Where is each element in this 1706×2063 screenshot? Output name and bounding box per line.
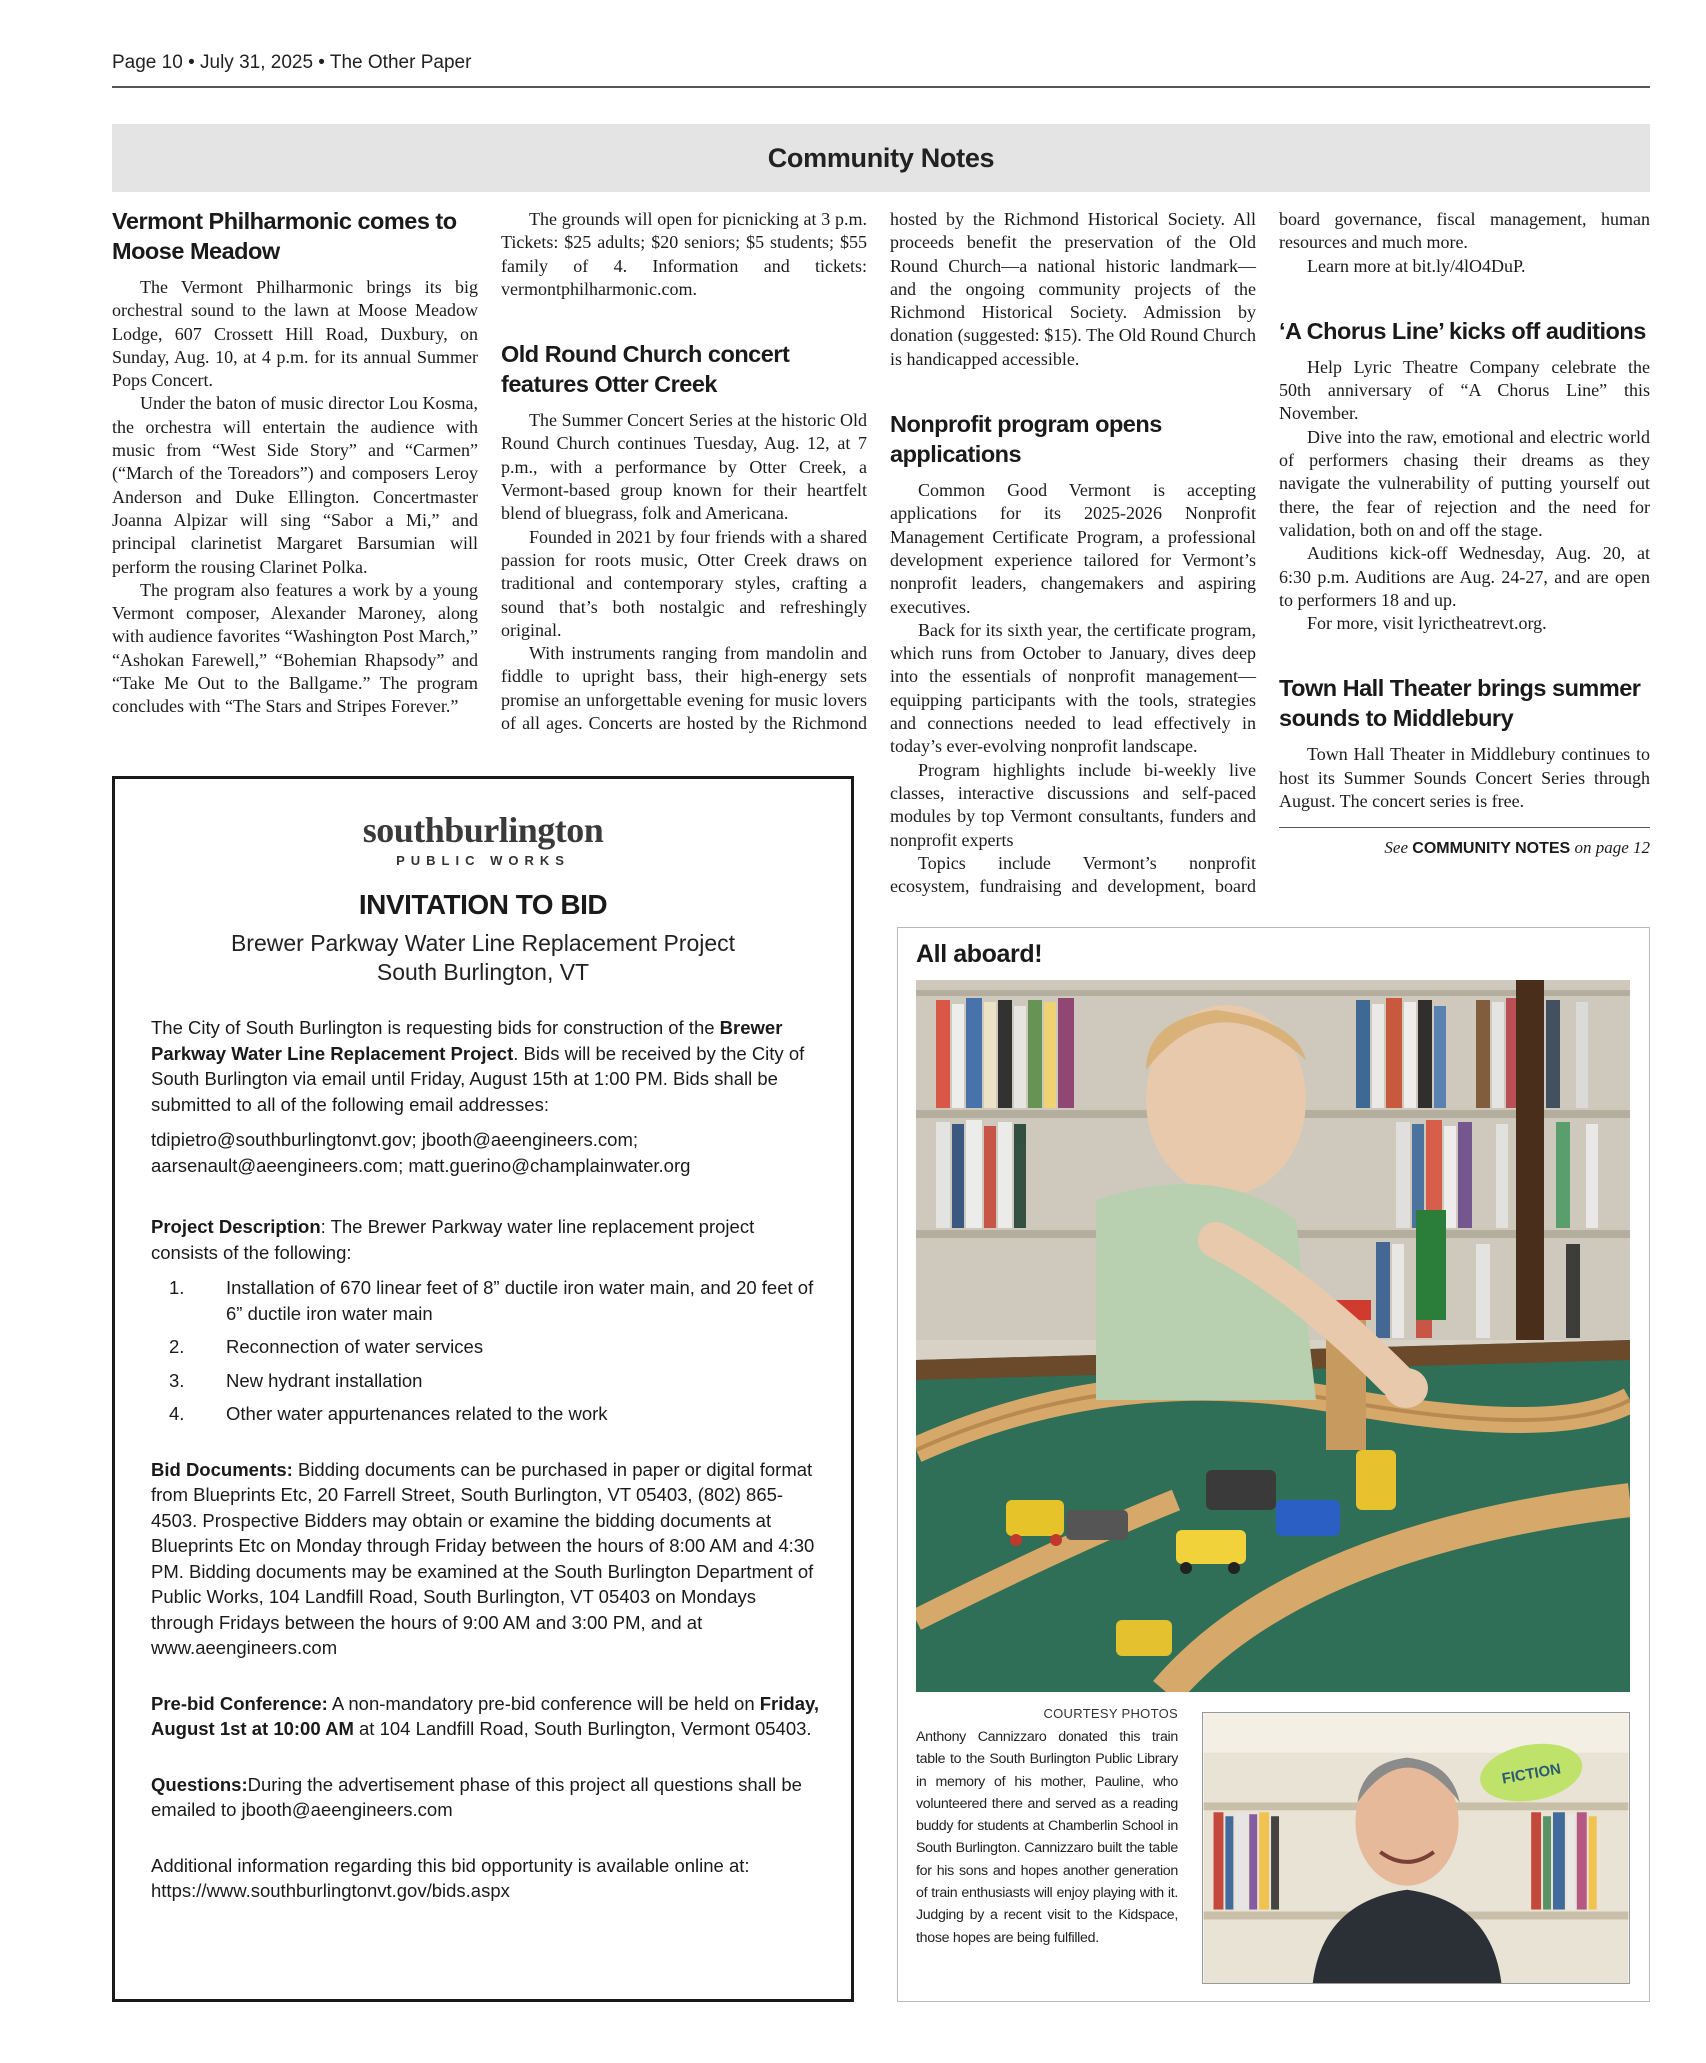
column-1 bbox=[112, 206, 478, 719]
chorus-line-headline: ‘A Chorus Line’ kicks off auditions bbox=[1279, 317, 1646, 344]
ad-prebid-a: A non-mandatory pre-bid conference will be held on bbox=[327, 1692, 760, 1714]
ad-title: INVITATION TO BID bbox=[358, 889, 608, 920]
nonprofit-p4: Topics include Vermont’s nonprofit ecosystem, fundraising and development, board bbox=[890, 852, 1256, 897]
round-church-headline: Old Round Church concert features Otter Creek bbox=[501, 341, 790, 398]
folio-rule bbox=[112, 86, 1650, 88]
jump-see: See bbox=[1384, 838, 1409, 858]
philharmonic-p1: The Vermont Philharmonic brings its big orchestral sound to the lawn at Moose Meadow Lodge, 607 Crossett Hill Road, Duxbury, on Sunday, Aug. 10, at 4 p.m. for its annual Summer Pops Concert. bbox=[112, 277, 478, 391]
list-text: Reconnection of water services bbox=[226, 1336, 484, 1357]
page-folio: Page 10 • July 31, 2025 • The Other Paper bbox=[112, 52, 472, 73]
town-hall-headline: Town Hall Theater brings summer sounds to Middlebury bbox=[1279, 675, 1641, 732]
photo-credit: COURTESY PHOTOS bbox=[1043, 1706, 1178, 1721]
column-3 bbox=[890, 208, 1256, 898]
logo-name: southburlington bbox=[362, 810, 604, 850]
ad-additional-info[interactable]: Additional information regarding this bid opportunity is available online at: https://www.southburlingtonvt.gov/bids.aspx bbox=[151, 1854, 750, 1901]
photo-caption: Anthony Cannizzaro donated this train table to the South Burlington Public Library in memory of his mother, Pauline, who volunteered there and served as a reading buddy for students at Chamberlin School in South Burlington. Cannizzaro built the table for his sons and hopes another generation of train enthusiasts will enjoy playing with it. Judging by a recent visit to the Kidspace, those hopes are being fulfilled. bbox=[916, 1729, 1178, 1946]
ad-questions-label: Questions: bbox=[151, 1773, 248, 1795]
round-church-continued: hosted by the Richmond Historical Society. All proceeds benefit the preservation of the Old Round Church—a national historic landmark—and the ongoing community projects of the Richmond Historical Society. Admission by donation (suggested: $15). The Old Round Church is handicapped accessible. bbox=[890, 209, 1256, 369]
town-hall-p1: Town Hall Theater in Middlebury continues to host its Summer Sounds Concert Series through August. The concert series is free. bbox=[1279, 744, 1650, 812]
philharmonic-headline: Vermont Philharmonic comes to Moose Meadow bbox=[112, 208, 457, 264]
ad-prebid bbox=[151, 1691, 823, 1742]
ad-questions-text: During the advertisement phase of this project all questions shall be emailed to jbooth@aeengineers.com bbox=[151, 1773, 802, 1820]
ad-subtitle-line2: South Burlington, VT bbox=[376, 959, 590, 985]
jump-page: on page 12 bbox=[1574, 838, 1650, 858]
ad-intro-a: The City of South Burlington is requesting bids for construction of the bbox=[151, 1017, 720, 1038]
chorus-line-p1: Help Lyric Theatre Company celebrate the 50th anniversary of “A Chorus Line” this November. bbox=[1279, 356, 1650, 424]
chorus-line-p2: Dive into the raw, emotional and electric world of performers chasing their dreams as they navigate the vulnerability of putting yourself out there, the fear of rejection and the need for validation, both on and off the stage. bbox=[1279, 426, 1650, 540]
ad-project-name: Brewer Parkway Water Line Replacement Project bbox=[151, 1017, 783, 1064]
logo-subtitle: PUBLIC WORKS bbox=[396, 853, 570, 868]
photo-headline: All aboard! bbox=[916, 940, 1043, 968]
nonprofit-p1: Common Good Vermont is accepting applications for its 2025-2026 Nonprofit Management Certificate Program, a professional development experience tailored for Vermont’s nonprofit leaders, changemakers and aspiring executives. bbox=[890, 480, 1256, 617]
philharmonic-p3: The program also features a work by a young Vermont composer, Alexander Maroney, along with audience favorites “Washington Post March,” “Ashokan Farewell,” “Bohemian Rhapsody” and “Take Me Out to the Ballgame.” The program concludes with “The Stars and Stripes Forever.” bbox=[112, 579, 478, 717]
philharmonic-p4: The grounds will open for picnicking at 3 p.m. Tickets: $25 adults; $20 seniors; $5 students; $55 family of 4. Information and tickets: vermontphilharmonic.com. bbox=[501, 209, 867, 299]
column-2 bbox=[501, 208, 867, 734]
ad-prebid-date: Friday, August 1st at 10:00 AM bbox=[151, 1692, 820, 1739]
ad-body bbox=[151, 1015, 823, 1934]
nonprofit-headline: Nonprofit program opens applications bbox=[890, 411, 1162, 468]
list-text: New hydrant installation bbox=[226, 1369, 423, 1391]
list-number: 4. bbox=[169, 1403, 185, 1424]
list-item bbox=[151, 1334, 823, 1360]
section-header bbox=[112, 124, 1650, 192]
ad-prebid-label: Pre-bid Conference: bbox=[151, 1692, 328, 1714]
ad-subtitle bbox=[115, 929, 851, 987]
round-church-p2: Founded in 2021 by four friends with a shared passion for roots music, Otter Creek draws on traditional and contemporary styles, crafting a sound that’s both nostalgic and refreshingly original. bbox=[501, 526, 867, 640]
ad-questions bbox=[151, 1772, 823, 1823]
round-church-p3: With instruments ranging from mandolin and fiddle to upright bass, their high-energy sets promise an unforgettable evening for music lovers of all ages. Concerts are hosted by the Richmond bbox=[501, 643, 867, 734]
list-number: 2. bbox=[169, 1336, 185, 1357]
list-number: 3. bbox=[169, 1369, 185, 1391]
column-4 bbox=[1279, 208, 1650, 861]
jump-label[interactable]: COMMUNITY NOTES bbox=[1412, 840, 1571, 858]
ad-subtitle-line1: Brewer Parkway Water Line Replacement Project bbox=[230, 930, 736, 956]
philharmonic-p2: Under the baton of music director Lou Kosma, the orchestra will entertain the audience with music from “West Side Story” and “Carmen” (“March of the Toreadors”) and composers Leroy Anderson and Duke Ellington. Concertmaster Joanna Alpizar will sing “Sabor a Mi,” and principal clarinetist Margaret Barsumian will perform the rousing Clarinet Polka. bbox=[112, 393, 478, 577]
chorus-line-p3: Auditions kick-off Wednesday, Aug. 20, at 6:30 p.m. Auditions are Aug. 24-27, and are open to performers 18 and up. bbox=[1279, 543, 1650, 610]
train-table-photo bbox=[916, 980, 1630, 1692]
ad-desc-text: : The Brewer Parkway water line replacement project consists of the following: bbox=[151, 1216, 755, 1263]
nonprofit-p3: Program highlights include bi-weekly live classes, interactive discussions and self-paced modules by top Vermont consultants, funders and nonprofit experts bbox=[890, 759, 1256, 850]
list-text: Other water appurtenances related to the work bbox=[226, 1403, 608, 1424]
ad-project-description bbox=[151, 1214, 823, 1265]
list-item bbox=[151, 1368, 823, 1394]
ad-intro-b: . Bids will be received by the City of South Burlington via email until Friday, August 15th at 1:00 PM. Bids shall be submitted to all of the following email addresses: bbox=[151, 1042, 805, 1115]
ad-prebid-b: at 104 Landfill Road, South Burlington, Vermont 05403. bbox=[353, 1718, 812, 1739]
nonprofit-p2: Back for its sixth year, the certificate program, which runs from October to January, dives deep into the essentials of nonprofit management—equipping participants with the tools, strategies and connections needed to lead effectively in today’s ever-evolving nonprofit landscape. bbox=[890, 619, 1256, 757]
ad-bid-label: Bid Documents: bbox=[151, 1458, 293, 1480]
ad-scope-list bbox=[151, 1275, 823, 1427]
list-item bbox=[151, 1401, 823, 1427]
ad-bid-documents bbox=[151, 1457, 823, 1661]
section-title: Community Notes bbox=[767, 142, 995, 173]
fiction-sign: FICTION bbox=[1500, 1761, 1563, 1788]
chorus-line-p4: For more, visit lyrictheatrevt.org. bbox=[1307, 613, 1547, 634]
invitation-to-bid-ad bbox=[112, 776, 854, 2002]
round-church-p1: The Summer Concert Series at the historic Old Round Church continues Tuesday, Aug. 12, at 7 p.m., with a performance by Otter Creek, a Vermont-based group known for their heartfelt blend of bluegrass, folk and Americana. bbox=[501, 410, 867, 524]
list-text: Installation of 670 linear feet of 8” ductile iron water main, and 20 feet of 6” ductile iron water main bbox=[226, 1277, 814, 1324]
ad-desc-label: Project Description bbox=[151, 1216, 321, 1237]
ad-intro bbox=[151, 1015, 823, 1117]
ad-emails[interactable]: tdipietro@southburlingtonvt.gov; jbooth@aeengineers.com; aarsenault@aeengineers.com; matt.guerino@champlainwater.org bbox=[151, 1129, 691, 1176]
ad-bid-text: Bidding documents can be purchased in paper or digital format from Blueprints Etc, 20 Farrell Street, South Burlington, VT 05403, (802) 865-4503. Prospective Bidders may obtain or examine the bidding documents at Blueprints Etc on Monday through Friday between the hours of 8:00 AM and 4:30 PM. Bidding documents may be examined at the South Burlington Department of Public Works, 104 Landfill Road, South Burlington, VT 05403 on Mondays through Fridays between the hours of 9:00 AM and 3:00 PM, and at www.aeengineers.com bbox=[151, 1458, 815, 1658]
jump-line bbox=[1279, 836, 1650, 860]
nonprofit-p5: Learn more at bit.ly/4lO4DuP. bbox=[1307, 255, 1526, 276]
jump-rule bbox=[1279, 827, 1650, 828]
list-number: 1. bbox=[169, 1277, 185, 1298]
nonprofit-continued: board governance, fiscal management, human resources and much more. bbox=[1279, 209, 1650, 253]
south-burlington-logo bbox=[115, 809, 851, 868]
donor-portrait-photo bbox=[1202, 1712, 1630, 1984]
photo-feature bbox=[897, 927, 1650, 2002]
list-item bbox=[151, 1275, 823, 1326]
